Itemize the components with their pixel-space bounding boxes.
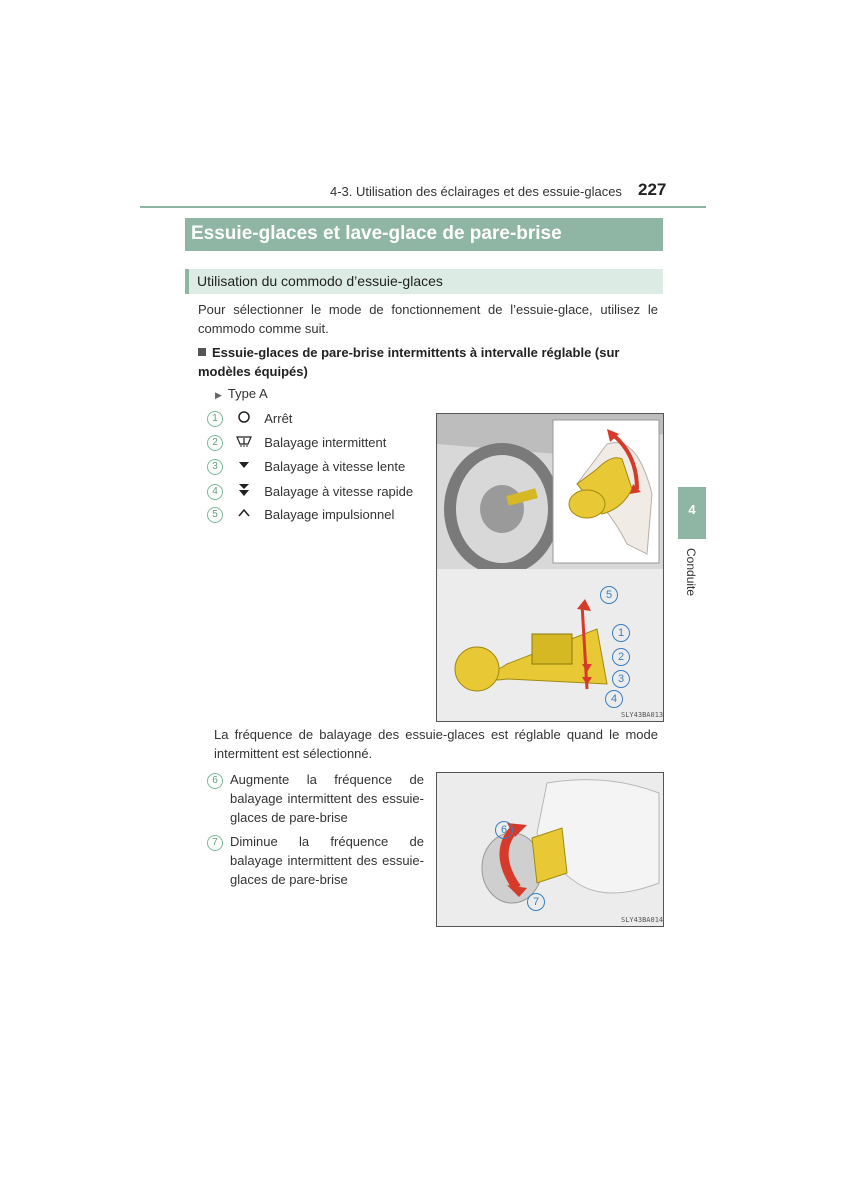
chevron-up-icon (233, 506, 255, 523)
number-badge: 2 (207, 435, 223, 451)
figure-code: SLY43BA013 (621, 711, 664, 719)
section-subtitle: Utilisation du commodo d’essuie-glaces (197, 273, 443, 289)
bullet-heading (198, 343, 660, 381)
type-label-text: Type A (227, 386, 268, 401)
figure-frequency-dial (436, 772, 664, 927)
freq-item-text: Diminue la fréquence de balayage intermittent des essuie-glaces de pare-brise (230, 834, 424, 887)
callout-badge: 5 (600, 586, 618, 604)
figure-wiper-stalk (436, 413, 664, 722)
page-number: 227 (638, 180, 667, 199)
freq-paragraph: La fréquence de balayage des essuie-glaces est réglable quand le mode intermittent est sélectionné. (214, 727, 658, 761)
type-label (215, 386, 268, 401)
number-badge: 5 (207, 507, 223, 523)
figure-code: SLY43BA014 (621, 916, 664, 924)
callout-badge: 4 (605, 690, 623, 708)
frequency-dial-illustration (437, 773, 663, 926)
freq-item (207, 832, 424, 892)
list-item (207, 458, 405, 476)
intermittent-wiper-icon (233, 434, 255, 451)
item-label: Balayage à vitesse rapide (264, 484, 414, 499)
circle-icon (233, 410, 255, 427)
number-badge: 4 (207, 484, 223, 500)
single-chevron-down-icon (233, 458, 255, 475)
chapter-label: Conduite (684, 548, 698, 597)
number-badge: 3 (207, 459, 223, 475)
item-label: Balayage intermittent (264, 435, 387, 451)
callout-badge: 3 (612, 670, 630, 688)
page-title: Essuie-glaces et lave-glace de pare-brise (191, 223, 562, 244)
item-label: Balayage à vitesse lente (264, 459, 406, 475)
callout-badge: 1 (612, 624, 630, 642)
title-bar (185, 218, 663, 251)
callout-badge: 6 (495, 821, 513, 839)
chapter-tab (678, 487, 706, 539)
stalk-detail-illustration (437, 569, 663, 721)
callout-badge: 2 (612, 648, 630, 666)
item-label: Balayage impulsionnel (264, 507, 395, 523)
list-item (207, 410, 292, 428)
freq-item (207, 770, 424, 830)
bullet-heading-text: Essuie-glaces de pare-brise intermittents à intervalle réglable (sur modèles équipés) (198, 345, 620, 379)
steering-wheel-illustration (437, 414, 663, 569)
triangle-right-icon: ▶ (215, 390, 222, 400)
item-label: Arrêt (264, 411, 293, 427)
list-item (207, 434, 386, 452)
freq-item-text: Augmente la fréquence de balayage intermittent des essuie-glaces de pare-brise (230, 772, 424, 825)
callout-badge: 7 (527, 893, 545, 911)
number-badge: 1 (207, 411, 223, 427)
chapter-number: 4 (688, 502, 696, 517)
list-item (207, 506, 394, 524)
subtitle-bar (185, 269, 663, 294)
number-badge: 6 (207, 773, 223, 789)
double-chevron-down-icon (233, 482, 255, 501)
list-item (207, 482, 413, 500)
bullet-square-icon (198, 348, 206, 356)
number-badge: 7 (207, 835, 223, 851)
header-rule (140, 206, 706, 208)
header-section-title: 4-3. Utilisation des éclairages et des essuie-glaces (330, 184, 622, 199)
intro-paragraph: Pour sélectionner le mode de fonctionnement de l’essuie-glace, utilisez le commodo comme suit. (198, 302, 658, 336)
